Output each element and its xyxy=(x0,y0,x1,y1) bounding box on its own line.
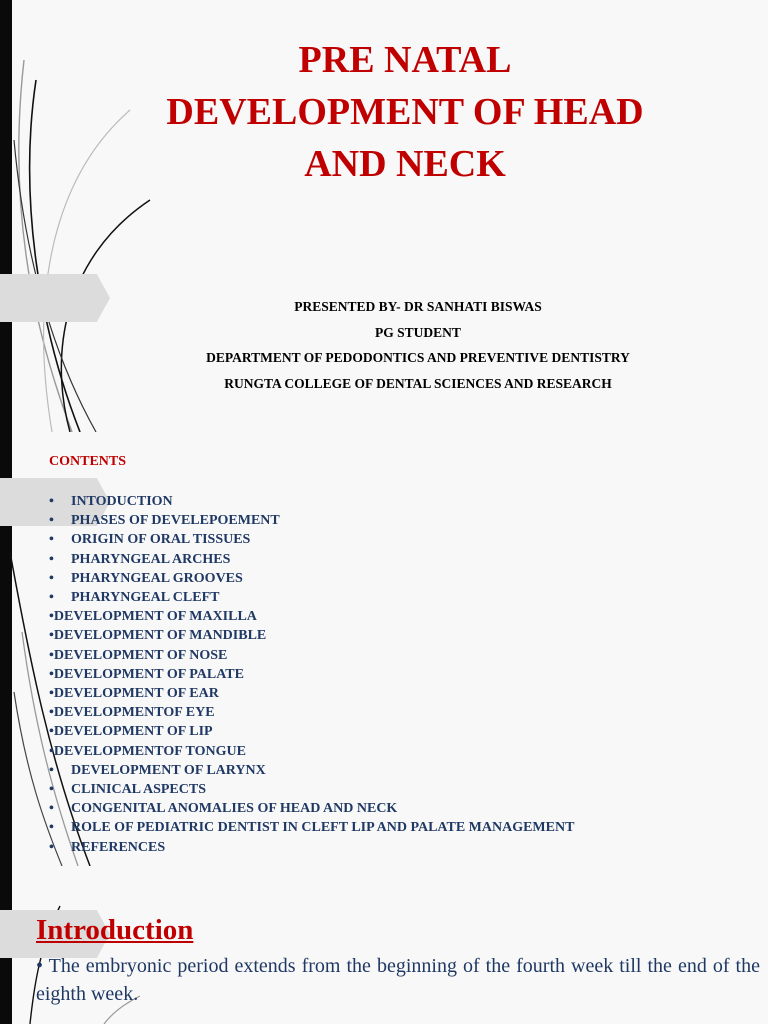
bullet-icon: • xyxy=(49,551,54,567)
contents-item-label: PHARYNGEAL ARCHES xyxy=(71,551,231,567)
contents-item xyxy=(49,703,574,722)
contents-item xyxy=(49,511,574,530)
contents-item-label: DEVELOPMENT OF LARYNX xyxy=(71,762,266,778)
contents-item-label: DEVELOPMENTOF EYE xyxy=(53,705,215,721)
contents-item xyxy=(49,761,574,780)
bullet-icon: • xyxy=(49,801,54,817)
bullet-icon: • xyxy=(49,494,54,509)
title-line-2: DEVELOPMENT OF HEAD xyxy=(166,91,644,133)
contents-item-label: ROLE OF PEDIATRIC DENTIST IN CLEFT LIP AND PALATE MANAGEMENT xyxy=(71,820,575,836)
bullet-icon: • xyxy=(49,647,54,663)
contents-item-label: PHARYNGEAL GROOVES xyxy=(71,570,243,586)
contents-item-label: PHASES OF DEVELEPOEMENT xyxy=(71,513,280,529)
title-slide xyxy=(0,0,768,432)
contents-item xyxy=(49,588,574,607)
contents-item xyxy=(49,780,574,799)
contents-item xyxy=(49,646,574,665)
contents-item-label: INTODUCTION xyxy=(71,494,173,509)
presenter-college: RUNGTA COLLEGE OF DENTAL SCIENCES AND RESEARCH xyxy=(224,375,612,391)
bullet-icon: • xyxy=(49,532,54,548)
bullet-icon: • xyxy=(49,782,54,798)
contents-item-label: DEVELOPMENT OF MANDIBLE xyxy=(53,628,267,644)
contents-item-label: CONGENITAL ANOMALIES OF HEAD AND NECK xyxy=(71,801,398,817)
contents-item xyxy=(49,742,574,761)
bullet-icon: • xyxy=(49,590,54,606)
bullet-icon: • xyxy=(49,705,54,721)
contents-item xyxy=(49,684,574,703)
contents-item-label: DEVELOPMENT OF LIP xyxy=(53,724,213,740)
contents-list xyxy=(49,492,574,857)
contents-item xyxy=(49,550,574,569)
contents-heading: CONTENTS xyxy=(49,454,127,469)
contents-slide xyxy=(0,432,768,866)
bullet-icon: • xyxy=(49,724,54,740)
bullet-icon: • xyxy=(49,513,54,529)
contents-item xyxy=(49,492,574,511)
contents-item-label: DEVELOPMENT OF PALATE xyxy=(53,666,244,682)
introduction-slide xyxy=(0,866,768,1024)
bullet-icon: • xyxy=(49,628,54,644)
contents-item-label: REFERENCES xyxy=(71,839,166,855)
presenter-department: DEPARTMENT OF PEDODONTICS AND PREVENTIVE DENTISTRY xyxy=(206,350,630,365)
contents-item xyxy=(49,838,574,857)
contents-item-label: PHARYNGEAL CLEFT xyxy=(71,590,220,606)
bullet-icon: • xyxy=(49,686,54,702)
introduction-heading: Introduction xyxy=(36,914,194,946)
contents-item xyxy=(49,665,574,684)
introduction-text: • The embryonic period extends from the beginning of the fourth week till the end of the eighth week. xyxy=(36,955,760,1005)
contents-item-label: CLINICAL ASPECTS xyxy=(71,782,206,798)
contents-item-label: DEVELOPMENTOF TONGUE xyxy=(53,743,246,759)
presenter-info xyxy=(70,294,766,396)
contents-item-label: ORIGIN OF ORAL TISSUES xyxy=(71,532,251,548)
contents-item xyxy=(49,569,574,588)
contents-item xyxy=(49,530,574,549)
bullet-icon: • xyxy=(49,820,54,836)
contents-item xyxy=(49,818,574,837)
bullet-icon: • xyxy=(49,743,54,759)
contents-item xyxy=(49,799,574,818)
bullet-icon: • xyxy=(49,762,54,778)
contents-item xyxy=(49,607,574,626)
bullet-icon: • xyxy=(49,609,54,625)
contents-item xyxy=(49,722,574,741)
presenter-name: PRESENTED BY- DR SANHATI BISWAS xyxy=(294,299,542,314)
title-line-1: PRE NATAL xyxy=(298,39,512,81)
contents-item-label: DEVELOPMENT OF MAXILLA xyxy=(53,609,257,625)
contents-item-label: DEVELOPMENT OF EAR xyxy=(53,686,219,702)
bullet-icon: • xyxy=(49,839,54,855)
presenter-role: PG STUDENT xyxy=(375,324,461,340)
slide-title xyxy=(70,34,740,190)
contents-item xyxy=(49,626,574,645)
bullet-icon: • xyxy=(49,666,54,682)
contents-item-label: DEVELOPMENT OF NOSE xyxy=(53,647,228,663)
bullet-icon: • xyxy=(49,570,54,586)
title-line-3: AND NECK xyxy=(304,143,506,185)
